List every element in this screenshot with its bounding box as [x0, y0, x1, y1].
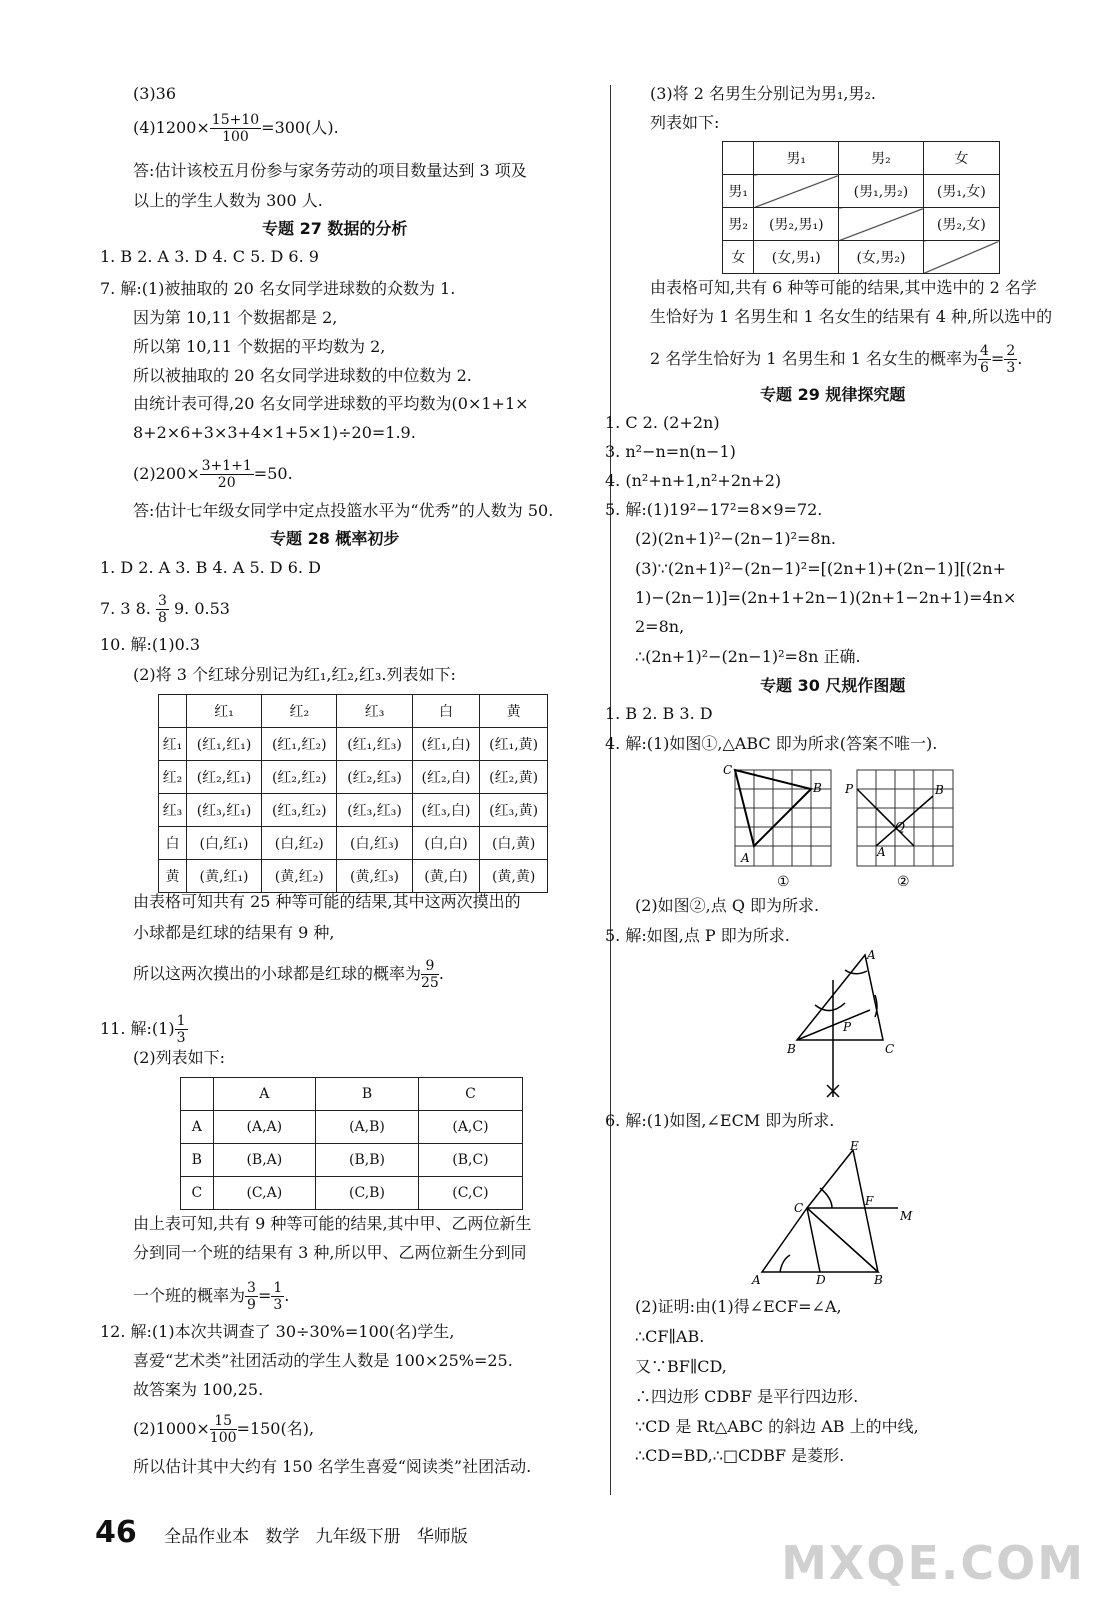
answer-line: (2)将 3 个红球分别记为红₁,红₂,红₃.列表如下:: [133, 665, 456, 684]
table-cell: (A,A): [213, 1111, 315, 1144]
label-b: B: [787, 1042, 796, 1056]
edition: 华师版: [416, 1527, 468, 1547]
answer-line: 分到同一个班的结果有 3 种,所以甲、乙两位新生分到同: [133, 1243, 527, 1262]
answer-line: 2 名学生恰好为 1 名男生和 1 名女生的概率为 $\frac{4}{6}$ = $\frac{2}{3}$ .: [650, 343, 1023, 376]
probability-table-balls: [158, 694, 548, 893]
answer-line: 2=8n,: [635, 617, 685, 636]
answer-line: 因为第 10,11 个数据都是 2,: [133, 308, 338, 327]
table-header-cell: B: [316, 1078, 419, 1111]
table-cell: [839, 208, 924, 241]
answer-line: 1. B 2. B 3. D: [605, 704, 713, 723]
answer-line: (2)(2n+1)²−(2n−1)²=8n.: [635, 529, 836, 548]
triangle-figure-p: [775, 945, 915, 1105]
grade: 九年级下册: [315, 1527, 401, 1547]
answer-line: (3)将 2 名男生分别记为男₁,男₂.: [650, 84, 877, 103]
answer-line: (2)1000× $\frac{15}{100}$ =150(名),: [133, 1413, 315, 1446]
answer-line: 所以被抽取的 20 名女同学进球数的中位数为 2.: [133, 366, 472, 385]
table-cell: (红₃,黄): [480, 794, 548, 827]
table-cell: (黄,红₃): [337, 860, 412, 893]
answer-line: (2)列表如下:: [133, 1048, 226, 1067]
table-cell: (红₁,白): [412, 728, 480, 761]
answer-line: 3. n²−n=n(n−1): [605, 442, 736, 461]
table-cell: (红₂,黄): [480, 761, 548, 794]
table-cell: (红₂,红₁): [186, 761, 261, 794]
table-cell: (红₂,红₃): [337, 761, 412, 794]
answer-line: 1)−(2n−1)]=(2n+1+2n−1)(2n+1−2n+1)=4n×: [635, 588, 1017, 607]
page-footer: [95, 1515, 468, 1550]
table-cell: (女,男₁): [754, 241, 839, 274]
table-header-cell: 红₁: [186, 695, 261, 728]
table-cell: (B,C): [418, 1144, 522, 1177]
table-cell: (男₁,男₂): [839, 175, 924, 208]
table-cell: (男₁,女): [923, 175, 999, 208]
answer-line: 以上的学生人数为 300 人.: [133, 191, 323, 210]
answer-line: 喜爱“艺术类”社团活动的学生人数是 100×25%=25.: [133, 1351, 513, 1370]
answer-line: 8+2×6+3×3+4×1+5×1)÷20=1.9.: [133, 423, 416, 442]
label-f: F: [865, 1194, 874, 1208]
table-cell: (红₂,白): [412, 761, 480, 794]
answer-line: 所以第 10,11 个数据的平均数为 2,: [133, 337, 386, 356]
table-cell: C: [181, 1177, 214, 1210]
answer-line: 故答案为 100,25.: [133, 1380, 264, 1399]
answer-line: 7. 解:(1)被抽取的 20 名女同学进球数的众数为 1.: [100, 279, 456, 298]
table-cell: (B,B): [316, 1144, 419, 1177]
table-cell: 男₁: [723, 175, 754, 208]
table-cell: (红₃,红₁): [186, 794, 261, 827]
table-cell: 红₁: [159, 728, 187, 761]
label-a: A: [752, 1273, 761, 1287]
answer-line: 4. 解:(1)如图①,△ABC 即为所求(答案不唯一).: [605, 734, 938, 753]
table-cell: (C,B): [316, 1177, 419, 1210]
table-header-cell: 男₂: [839, 142, 924, 175]
grid-figure-1: [715, 758, 835, 893]
table-cell: (白,红₂): [262, 827, 337, 860]
answer-line: ∴CF∥AB.: [635, 1327, 705, 1346]
label-a: A: [741, 851, 750, 865]
answer-line: 11. 解:(1) $\frac{1}{3}$: [100, 1013, 186, 1046]
page-number: 46: [95, 1515, 137, 1550]
table-cell: 白: [159, 827, 187, 860]
table-header-cell: [159, 695, 187, 728]
table-cell: (男₂,女): [923, 208, 999, 241]
table-cell: (男₂,男₁): [754, 208, 839, 241]
table-cell: (红₂,红₂): [262, 761, 337, 794]
table-cell: [923, 241, 999, 274]
answer-line: (3)∵(2n+1)²−(2n−1)²=[(2n+1)+(2n−1)][(2n+: [635, 559, 1006, 578]
watermark: MXQE.COM: [781, 1536, 1085, 1590]
table-cell: (红₁,红₃): [337, 728, 412, 761]
book-title: 全品作业本: [164, 1527, 250, 1547]
table-cell: (白,白): [412, 827, 480, 860]
table-cell: (C,A): [213, 1177, 315, 1210]
answer-line: ∴四边形 CDBF 是平行四边形.: [635, 1387, 859, 1406]
label-b: B: [813, 781, 822, 795]
answer-line: ∴(2n+1)²−(2n−1)²=8n 正确.: [635, 647, 861, 666]
answer-line: (2)200× $\frac{3+1+1}{20}$ =50.: [133, 458, 293, 491]
table-header-cell: 男₁: [754, 142, 839, 175]
answer-line: 由统计表可得,20 名女同学进球数的平均数为(0×1+1×: [133, 394, 529, 413]
answer-line: 列表如下:: [650, 113, 720, 132]
table-header-cell: [181, 1078, 214, 1111]
table-cell: 红₃: [159, 794, 187, 827]
table-cell: (白,红₃): [337, 827, 412, 860]
table-cell: (白,黄): [480, 827, 548, 860]
answer-line: 答:估计七年级女同学中定点投篮水平为“优秀”的人数为 50.: [133, 501, 554, 520]
label-b: B: [874, 1273, 883, 1287]
label-q: Q: [895, 820, 905, 834]
answer-line: 1. C 2. (2+2n): [605, 413, 720, 432]
table-cell: (红₃,红₂): [262, 794, 337, 827]
answer-line: 所以估计其中大约有 150 名学生喜爱“阅读类”社团活动.: [133, 1457, 532, 1476]
table-cell: (黄,黄): [480, 860, 548, 893]
answer-line: 7. 3 8. $\frac{3}{8}$ 9. 0.53: [100, 593, 230, 626]
label-a: A: [877, 845, 886, 859]
table-cell: (红₁,红₁): [186, 728, 261, 761]
answer-line: 1. D 2. A 3. B 4. A 5. D 6. D: [100, 558, 321, 577]
table-cell: [754, 175, 839, 208]
grid-figure-2: [845, 758, 965, 893]
label-c: C: [885, 1042, 895, 1056]
answer-line: 12. 解:(1)本次共调查了 30÷30%=100(名)学生,: [100, 1322, 455, 1341]
label-d: D: [816, 1273, 826, 1287]
answer-line: 由上表可知,共有 9 种等可能的结果,其中甲、乙两位新生: [133, 1214, 532, 1233]
answer-line: 10. 解:(1)0.3: [100, 635, 201, 654]
answer-line: (2)证明:由(1)得∠ECF=∠A,: [635, 1297, 842, 1316]
answer-line: 5. 解:(1)19²−17²=8×9=72.: [605, 500, 823, 519]
table-cell: 黄: [159, 860, 187, 893]
table-header-cell: [723, 142, 754, 175]
figure-label-2: ②: [897, 874, 910, 890]
answer-line: 1. B 2. A 3. D 4. C 5. D 6. 9: [100, 247, 319, 266]
table-header-cell: C: [418, 1078, 522, 1111]
section-heading-28: 专题 28 概率初步: [270, 529, 400, 548]
probability-table-students: [722, 141, 1000, 274]
label-a: A: [867, 948, 876, 962]
label-m: M: [900, 1209, 913, 1223]
answer-line: (3)36: [133, 84, 177, 103]
triangle-figure-ecm: [750, 1140, 920, 1290]
probability-table-classes: [180, 1077, 523, 1210]
table-header-cell: 女: [923, 142, 999, 175]
answer-line: 答:估计该校五月份参与家务劳动的项目数量达到 3 项及: [133, 161, 527, 180]
answer-line: 一个班的概率为 $\frac{3}{9}$ = $\frac{1}{3}$ .: [133, 1280, 290, 1313]
table-cell: (红₃,红₃): [337, 794, 412, 827]
label-p: P: [843, 1020, 852, 1034]
answer-line: 由表格可知共有 25 种等可能的结果,其中这两次摸出的: [133, 892, 521, 911]
answer-line: 由表格可知,共有 6 种等可能的结果,其中选中的 2 名学: [650, 278, 1037, 297]
section-heading-30: 专题 30 尺规作图题: [760, 676, 906, 695]
answer-line: 4. (n²+n+1,n²+2n+2): [605, 471, 782, 490]
label-c: C: [723, 763, 733, 777]
table-cell: (女,男₂): [839, 241, 924, 274]
table-header-cell: 黄: [480, 695, 548, 728]
table-cell: (红₁,红₂): [262, 728, 337, 761]
answer-line: 小球都是红球的结果有 9 种,: [133, 923, 335, 942]
table-header-cell: 红₃: [337, 695, 412, 728]
answer-line: ∴CD=BD,∴□CDBF 是菱形.: [635, 1446, 845, 1465]
answer-line: (2)如图②,点 Q 即为所求.: [635, 896, 820, 915]
answer-line: ∵CD 是 Rt△ABC 的斜边 AB 上的中线,: [635, 1417, 919, 1436]
answer-line: 5. 解:如图,点 P 即为所求.: [605, 926, 790, 945]
answer-line: 6. 解:(1)如图,∠ECM 即为所求.: [605, 1111, 835, 1130]
table-cell: (白,红₁): [186, 827, 261, 860]
table-cell: (A,B): [316, 1111, 419, 1144]
table-cell: (黄,红₁): [186, 860, 261, 893]
table-cell: (黄,红₂): [262, 860, 337, 893]
label-e: E: [850, 1140, 859, 1153]
table-cell: 女: [723, 241, 754, 274]
table-cell: (黄,白): [412, 860, 480, 893]
table-cell: (B,A): [213, 1144, 315, 1177]
table-cell: 红₂: [159, 761, 187, 794]
table-header-cell: A: [213, 1078, 315, 1111]
answer-line: 又∵BF∥CD,: [635, 1357, 727, 1376]
table-cell: (红₃,白): [412, 794, 480, 827]
label-c: C: [794, 1201, 804, 1215]
label-b: B: [935, 783, 944, 797]
table-cell: 男₂: [723, 208, 754, 241]
subject: 数学: [265, 1527, 300, 1547]
answer-line: 所以这两次摸出的小球都是红球的概率为 $\frac{9}{25}$ .: [133, 958, 444, 991]
table-header-cell: 红₂: [262, 695, 337, 728]
figure-label-1: ①: [777, 874, 790, 890]
table-cell: (C,C): [418, 1177, 522, 1210]
section-heading-27: 专题 27 数据的分析: [262, 219, 408, 238]
table-cell: B: [181, 1144, 214, 1177]
answer-line: 生恰好为 1 名男生和 1 名女生的结果有 4 种,所以选中的: [650, 307, 1053, 326]
table-cell: A: [181, 1111, 214, 1144]
column-divider: [610, 85, 611, 1495]
table-cell: (A,C): [418, 1111, 522, 1144]
section-heading-29: 专题 29 规律探究题: [760, 385, 906, 404]
label-p: P: [845, 782, 854, 796]
answer-line: (4)1200× $\frac{15+10}{100}$ =300(人).: [133, 112, 339, 145]
table-header-cell: 白: [412, 695, 480, 728]
table-cell: (红₁,黄): [480, 728, 548, 761]
